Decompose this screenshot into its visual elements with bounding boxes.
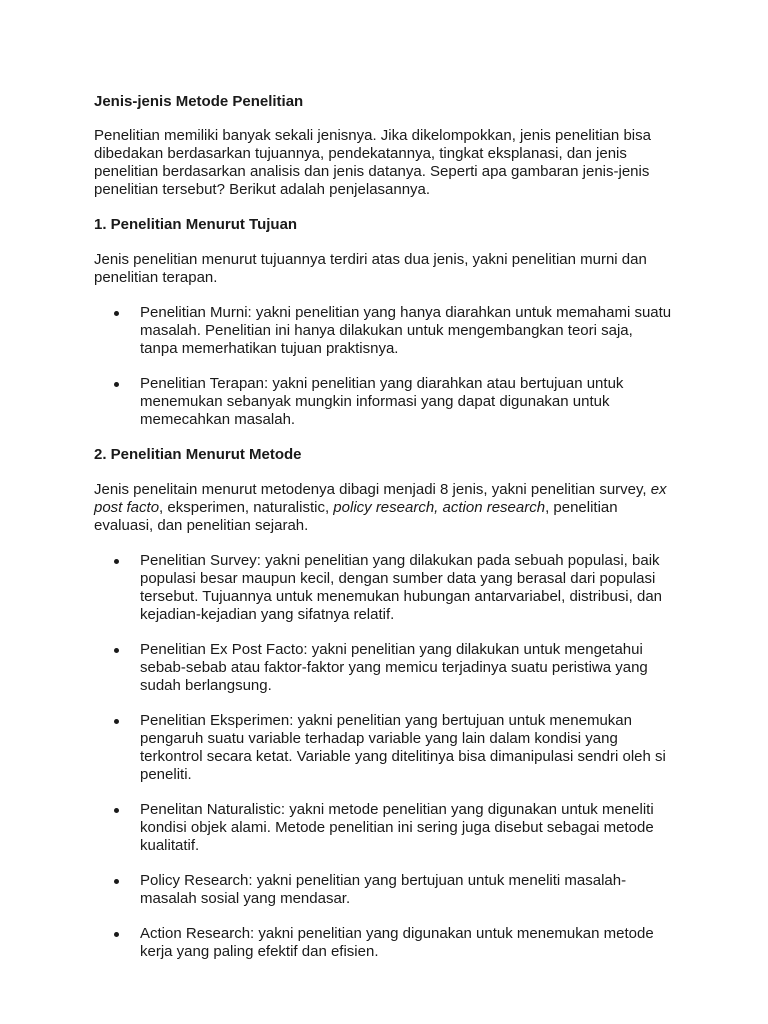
bullet-icon — [114, 808, 119, 813]
section-2-intro-part-2: , eksperimen, naturalistic, — [159, 499, 334, 516]
section-1-intro: Jenis penelitian menurut tujuannya terdiri atas dua jenis, yakni penelitian murni dan penelitian terapan. — [94, 251, 647, 286]
section-2-intro — [94, 481, 674, 535]
bullet-icon — [114, 648, 119, 653]
section-2-intro-italic-1: ex post facto — [94, 481, 667, 516]
list-item-text: Penelitan Naturalistic: yakni metode penelitian yang digunakan untuk meneliti kondisi objek alami. Metode penelitian ini sering juga disebut sebagai metode kualitatif. — [140, 801, 654, 854]
list-item-text: Penelitian Murni: yakni penelitian yang hanya diarahkan untuk memahami suatu masalah. Penelitian ini hanya dilakukan untuk mengembangkan teori saja, tanpa memerhatikan tujuan praktisnya. — [140, 304, 672, 357]
document-intro: Penelitian memiliki banyak sekali jenisnya. Jika dikelompokkan, jenis penelitian bisa dibedakan berdasarkan tujuannya, pendekatannya, tingkat eksplanasi, dan jenis penelitian berdasarkan analisis dan jenis datanya. Seperti apa gambaran jenis-jenis penelitian tersebut? Berikut adalah penjelasannya. — [94, 127, 651, 198]
list-item — [94, 304, 674, 358]
bullet-icon — [114, 311, 119, 316]
list-item-text: Penelitian Survey: yakni penelitian yang dilakukan pada sebuah populasi, baik populasi besar maupun kecil, dengan sumber data yang berasal dari populasi tersebut. Tujuannya untuk menemukan hubungan antarvariabel, distribusi, dan kejadian-kejadian yang sifatnya relatif. — [140, 552, 663, 623]
section-2-intro-part-1: Jenis penelitain menurut metodenya dibagi menjadi 8 jenis, yakni penelitian survey, — [94, 481, 651, 498]
document-title: Jenis-jenis Metode Penelitian — [94, 93, 304, 110]
bullet-icon — [114, 719, 119, 724]
list-item-text: Penelitian Ex Post Facto: yakni penelitian yang dilakukan untuk mengetahui sebab-sebab atau faktor-faktor yang memicu terjadinya suatu peristiwa yang sudah berlangsung. — [140, 641, 648, 694]
list-item — [94, 375, 674, 429]
list-item-text: Penelitian Terapan: yakni penelitian yang diarahkan atau bertujuan untuk menemukan sebanyak mungkin informasi yang dapat digunakan untuk memecahkan masalah. — [140, 375, 624, 428]
section-2-intro-italic-2: policy research, action research — [333, 499, 546, 516]
bullet-icon — [114, 932, 119, 937]
list-item — [94, 925, 674, 961]
list-item-text: Action Research: yakni penelitian yang digunakan untuk menemukan metode kerja yang paling efektif dan efisien. — [140, 925, 654, 960]
section-1-heading: 1. Penelitian Menurut Tujuan — [94, 216, 298, 233]
bullet-icon — [114, 559, 119, 564]
section-2-intro-part-3: , penelitian evaluasi, dan penelitian sejarah. — [94, 499, 618, 534]
list-item — [94, 641, 674, 695]
section-2-heading: 2. Penelitian Menurut Metode — [94, 446, 302, 463]
list-item-text: Policy Research: yakni penelitian yang bertujuan untuk meneliti masalah-masalah sosial yang mendasar. — [140, 872, 627, 907]
list-item-text: Penelitian Eksperimen: yakni penelitian yang bertujuan untuk menemukan pengaruh suatu variable terhadap variable yang lain dalam kondisi yang terkontrol secara ketat. Variable yang ditelitinya bisa dimanipulasi sendri oleh si peneliti. — [140, 712, 666, 783]
list-item — [94, 552, 674, 624]
list-item — [94, 712, 674, 784]
section-2-list — [94, 552, 674, 961]
list-item — [94, 872, 674, 908]
bullet-icon — [114, 879, 119, 884]
document-body — [94, 93, 674, 978]
list-item — [94, 801, 674, 855]
section-1-list — [94, 304, 674, 429]
bullet-icon — [114, 382, 119, 387]
